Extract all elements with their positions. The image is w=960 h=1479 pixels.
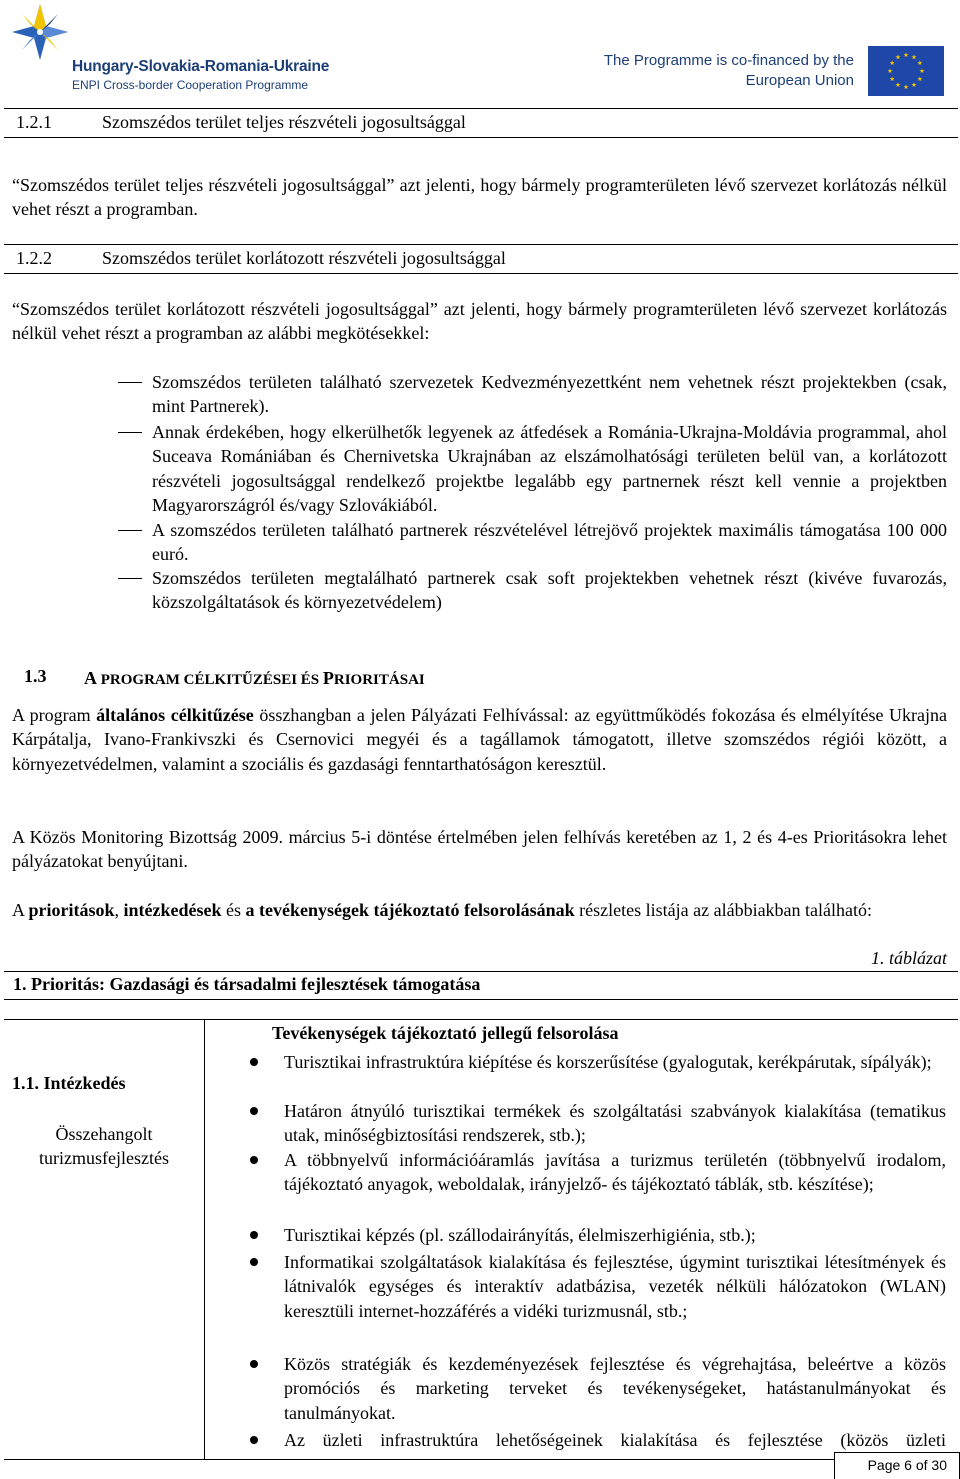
activity-item: Az üzleti infrastruktúra lehetőségeinek kialakítása és fejlesztése (közös üzleti [284,1430,946,1450]
paragraph-1-2-2: “Szomszédos terület korlátozott részvételi jogosultsággal” azt jelenti, hogy bármely programterületen lévő szervezet korlátozás nélkül vehet részt a programban az alábbi megkötésekkel: [12,299,947,344]
dash-bullet [118,382,142,383]
dash-list-item: A szomszédos területen található partnerek részvételével létrejövő projektek maximális támogatása 100 000 euró. [152,520,947,565]
programme-logo-subtitle: ENPI Cross-border Cooperation Programme [72,78,309,92]
activity-item: Informatikai szolgáltatások kialakítása és fejlesztése, úgymint turisztikai létesítmények és látnivalók egységes és interaktív adatbázisa, vezeték nélküli hálózatokon (WLAN) keresztüli internet-hozzáférés a vidéki turizmusnál, stb.; [284,1252,946,1321]
table-bottom-border [4,1459,958,1460]
activity-item: A többnyelvű információáramlás javítása a turizmus területén (többnyelvű irodalom, tájékoztató anyagok, weboldalak, irányjelző- és tájékoztató táblák, stb. készítése); [284,1150,946,1195]
section-number-1-3: 1.3 [24,666,47,686]
paragraph-priorities-intro: A prioritások, intézkedések és a tevékenységek tájékoztató felsorolásának részletes listája az alábbiakban található: [12,900,873,920]
section-title: Szomszédos terület korlátozott részvételi jogosultsággal [102,248,506,268]
dash-bullet [118,578,142,579]
dash-bullet [118,530,142,531]
table-column-divider [204,1020,205,1460]
dash-list-item: Szomszédos területen megtalálható partnerek csak soft projektekben vehetnek részt (kivéve fuvarozás, közszolgáltatások és környezetvédelem) [152,568,947,613]
activity-item: Közös stratégiák és kezdeményezések fejlesztése és végrehajtása, beleértve a közös promóciós és marketing terveket és tevékenységeket, hatástanulmányokat és tanulmányokat. [284,1354,946,1423]
activity-item: Turisztikai infrastruktúra kiépítése és korszerűsítése (gyalogutak, kerékpárutak, sípályák); [284,1052,932,1072]
section-title-1-3: A PROGRAM CÉLKITŰZÉSEI ÉS PRIORITÁSAI [84,668,425,688]
dash-list-item: Szomszédos területen található szervezetek Kedvezményezettként nem vehetnek részt projektekben (csak, mint Partnerek). [152,372,947,417]
dash-bullet [118,432,142,433]
bullet-icon [250,1231,258,1239]
page-number: Page 6 of 30 [867,1457,947,1473]
page-header [0,0,960,100]
programme-star-logo-icon [10,2,70,62]
paragraph-1-2-1: “Szomszédos terület teljes részvételi jogosultsággal” azt jelenti, hogy bármely programterületen lévő szervezet korlátozás nélkül vehet részt a programban. [12,175,947,220]
bullet-icon [250,1058,258,1066]
table-column-header: Tevékenységek tájékoztató jellegű felsorolása [272,1023,619,1043]
activity-item: Turisztikai képzés (pl. szállodairányítás, élelmiszerhigiénia, stb.); [284,1225,756,1245]
paragraph-general-objective: A program általános célkitűzése összhangban a jelen Pályázati Felhívással: az együttműködés fokozása és elmélyítése Ukrajna Kárpátalja, Ivano-Frankivszki és Csernovici megyéi és a tagállamok támogatott, illetve szomszédos régiói között, a környezetvédelmen, valamint a szociális és gazdasági fenntarthatóságon keresztül. [12,705,948,774]
priority-title: 1. Prioritás: Gazdasági és társadalmi fejlesztések támogatása [13,974,481,994]
dash-list-item: Annak érdekében, hogy elkerülhetők legyenek az átfedések a Románia-Ukrajna-Moldávia programmal, ahol Suceava Romániában és Chernivetska Ukrajnában az elszámolhatósági területen belül van, a korlátozott részvételi jogosultsággal rendelkező projektbe legalább egy partnernek részt kell vennie a projektben Magyarországról és/vagy Szlovákiából. [152,422,947,515]
bullet-icon [250,1258,258,1266]
cofinanced-text-line2: European Union [745,72,854,89]
bullet-icon [250,1436,258,1444]
cofinanced-text-line1: The Programme is co-financed by the [603,52,854,69]
section-number: 1.2.2 [16,248,52,268]
programme-logo-title: Hungary-Slovakia-Romania-Ukraine [72,58,330,75]
bullet-icon [250,1156,258,1164]
measure-label: 1.1. Intézkedés [12,1073,126,1093]
bullet-icon [250,1107,258,1115]
paragraph-monitoring-committee: A Közös Monitoring Bizottság 2009. március 5-i döntése értelmében jelen felhívás keretében az 1, 2 és 4-es Prioritásokra lehet pályázatokat benyújtani. [12,827,947,872]
measure-name: Összehangolt turizmusfejlesztés [39,1124,169,1169]
section-title: Szomszédos terület teljes részvételi jogosultsággal [102,112,466,132]
section-heading-1-2-1 [4,108,958,138]
bullet-icon [250,1360,258,1368]
section-heading-1-2-2 [4,244,958,274]
section-number: 1.2.1 [16,112,52,132]
eu-flag-icon [868,46,944,96]
priority-title-row [4,971,958,1000]
table-label: 1. táblázat [870,948,947,968]
activity-item: Határon átnyúló turisztikai termékek és szolgáltatási szabványok kialakítása (tematikus utak, minőségbiztosítási rendszerek, stb.); [284,1101,946,1146]
